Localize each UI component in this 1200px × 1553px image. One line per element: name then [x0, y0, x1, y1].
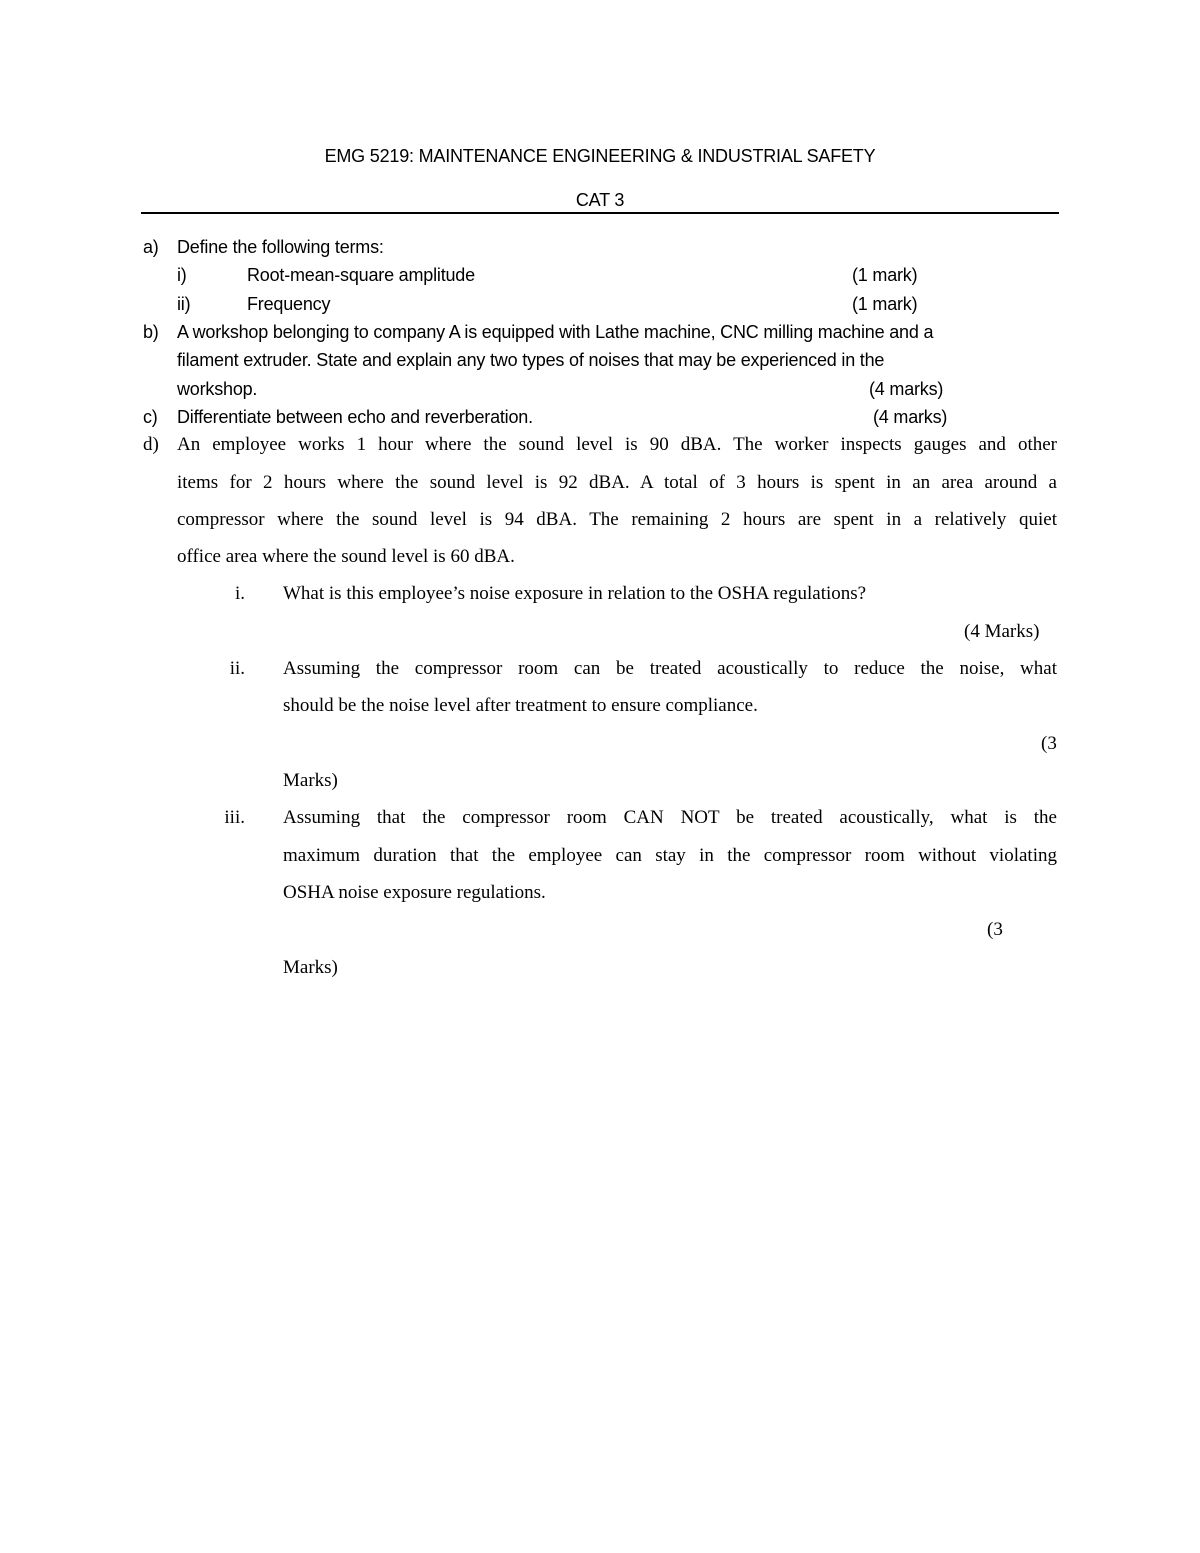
question-d-iii-line-1: Assuming that the compressor room CAN NOT be treated acoustically, what is the — [283, 807, 1057, 828]
question-b-line-1: A workshop belonging to company A is equipped with Lathe machine, CNC milling machine and a — [177, 322, 934, 342]
question-a-ii-text: Frequency — [247, 294, 331, 314]
question-d-ii-marks-close: Marks) — [283, 770, 338, 791]
question-b-line-2: filament extruder. State and explain any two types of noises that may be experienced in the — [177, 350, 885, 370]
question-d-ii-marks-open: (3 — [1041, 733, 1057, 754]
question-c-text: Differentiate between echo and reverberation. — [177, 407, 533, 427]
question-d-iii-label: iii. — [224, 807, 245, 828]
question-c-marks: (4 marks) — [873, 407, 948, 427]
page-subtitle: CAT 3 — [575, 190, 625, 210]
question-b-marks: (4 marks) — [869, 379, 944, 399]
question-d-iii-line-3: OSHA noise exposure regulations. — [283, 882, 546, 903]
question-d-line-3: compressor where the sound level is 94 dBA. The remaining 2 hours are spent in a relatively quiet — [177, 509, 1057, 530]
question-d-line-2: items for 2 hours where the sound level is 92 dBA. A total of 3 hours is spent in an area around a — [177, 472, 1057, 493]
question-a-text: Define the following terms: — [177, 237, 384, 257]
question-b-label: b) — [143, 322, 159, 342]
question-d-line-4: office area where the sound level is 60 dBA. — [177, 546, 515, 567]
question-d-iii-line-2: maximum duration that the employee can stay in the compressor room without violating — [283, 845, 1057, 866]
question-d-line-1: An employee works 1 hour where the sound level is 90 dBA. The worker inspects gauges and other — [177, 434, 1057, 455]
question-d-iii-marks-open: (3 — [987, 919, 1003, 940]
question-a-label: a) — [143, 237, 159, 257]
question-d-i-marks: (4 Marks) — [964, 621, 1040, 642]
question-d-i-line-1: What is this employee’s noise exposure in relation to the OSHA regulations? — [283, 583, 867, 604]
question-d-iii-marks-close: Marks) — [283, 957, 338, 978]
question-c-label: c) — [143, 407, 158, 427]
question-a-ii-label: ii) — [177, 294, 191, 314]
question-a-i-label: i) — [177, 265, 187, 285]
question-a-i-text: Root-mean-square amplitude — [247, 265, 475, 285]
question-d-i-label: i. — [234, 583, 245, 604]
page-title: EMG 5219: MAINTENANCE ENGINEERING & INDUSTRIAL SAFETY — [324, 146, 876, 166]
question-d-ii-line-2: should be the noise level after treatment to ensure compliance. — [283, 695, 758, 716]
header-rule — [141, 212, 1059, 214]
question-a-ii-marks: (1 mark) — [852, 294, 918, 314]
question-a-i-marks: (1 mark) — [852, 265, 918, 285]
question-b-line-3: workshop. — [177, 379, 258, 399]
question-d-label: d) — [143, 434, 159, 455]
question-d-ii-label: ii. — [229, 658, 245, 679]
question-d-ii-line-1: Assuming the compressor room can be treated acoustically to reduce the noise, what — [283, 658, 1057, 679]
